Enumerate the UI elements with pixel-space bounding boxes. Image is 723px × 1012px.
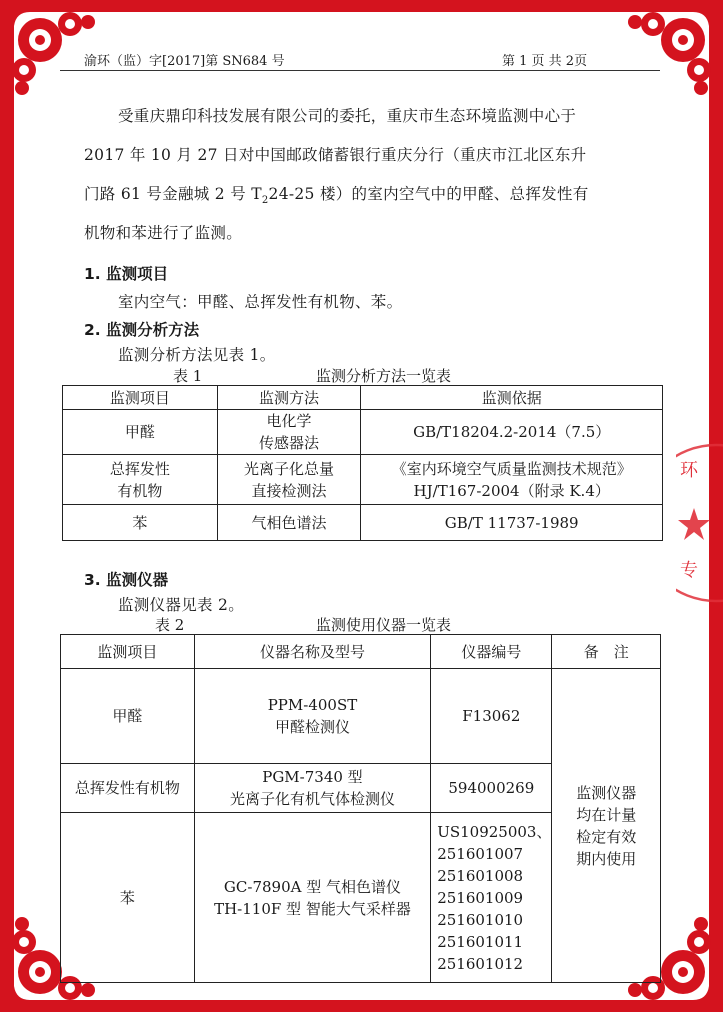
table-cell: 甲醛	[63, 410, 218, 455]
column-header: 仪器名称及型号	[194, 635, 430, 669]
intro-line-2: 2017 年 10 月 27 日对中国邮政储蓄银行重庆分行（重庆市江北区东升	[84, 146, 587, 164]
table-cell: 总挥发性 有机物	[63, 455, 218, 505]
section-3-title: 3. 监测仪器	[84, 571, 169, 589]
intro-line-4: 机物和苯进行了监测。	[84, 224, 243, 242]
seal-text-top: 环	[680, 460, 698, 481]
table-cell: F13062	[431, 669, 552, 764]
document-number: 渝环（监）字[2017]第 SN684 号	[84, 54, 285, 69]
official-seal	[676, 438, 723, 608]
table-cell: 总挥发性有机物	[61, 764, 195, 813]
section-3-body: 监测仪器见表 2。	[118, 596, 244, 614]
table-cell: PGM-7340 型 光离子化有机气体检测仪	[194, 764, 430, 813]
section-1-body: 室内空气：甲醛、总挥发性有机物、苯。	[118, 293, 403, 311]
table-cell: 《室内环境空气质量监测技术规范》 HJ/T167-2004（附录 K.4）	[361, 455, 663, 505]
frame-left	[0, 0, 14, 1012]
section-2-title: 2. 监测分析方法	[84, 321, 200, 339]
table-cell: 光离子化总量 直接检测法	[217, 455, 361, 505]
table-row	[63, 455, 663, 505]
remark-cell: 监测仪器 均在计量 检定有效 期内使用	[552, 669, 661, 983]
table-cell: 电化学 传感器法	[217, 410, 361, 455]
table-1-label: 表 1	[173, 367, 203, 385]
table-2-title: 监测使用仪器一览表	[316, 616, 452, 634]
table-1-title: 监测分析方法一览表	[316, 367, 452, 385]
table-cell: 594000269	[431, 764, 552, 813]
table-cell: 苯	[63, 505, 218, 541]
table-row	[63, 410, 663, 455]
page-info: 第 1 页 共 2页	[502, 54, 588, 69]
column-header: 监测项目	[61, 635, 195, 669]
table-row	[63, 505, 663, 541]
table-cell: 甲醛	[61, 669, 195, 764]
table-cell: 苯	[61, 813, 195, 983]
table-cell: US10925003、 251601007 251601008 251601009 251601010 251601011 251601012	[431, 813, 552, 983]
table-cell: GC-7890A 型 气相色谱仪 TH-110F 型 智能大气采样器	[194, 813, 430, 983]
header-rule	[60, 70, 660, 71]
table-row	[61, 669, 661, 764]
column-header: 监测方法	[217, 386, 361, 410]
corner-ornament-top-right	[613, 0, 723, 110]
intro-line-1: 受重庆鼎印科技发展有限公司的委托，重庆市生态环境监测中心于	[118, 107, 577, 125]
table-2-label: 表 2	[155, 616, 185, 634]
section-1-title: 1. 监测项目	[84, 265, 169, 283]
seal-text-bottom: 专	[680, 560, 698, 581]
column-header: 仪器编号	[431, 635, 552, 669]
column-header: 监测依据	[361, 386, 663, 410]
column-header: 监测项目	[63, 386, 218, 410]
table-cell: 气相色谱法	[217, 505, 361, 541]
column-header: 备 注	[552, 635, 661, 669]
intro-line-3: 门路 61 号金融城 2 号 $T_224-25$ 楼）的室内空气中的甲醛、总挥发性有	[84, 185, 589, 207]
table-header-row	[63, 386, 663, 410]
table-cell: GB/T 11737-1989	[361, 505, 663, 541]
methods-table	[62, 385, 663, 541]
section-2-body: 监测分析方法见表 1。	[118, 346, 276, 364]
table-header-row	[61, 635, 661, 669]
instruments-table	[60, 634, 661, 983]
table-cell: GB/T18204.2-2014（7.5）	[361, 410, 663, 455]
table-cell: PPM-400ST 甲醛检测仪	[194, 669, 430, 764]
